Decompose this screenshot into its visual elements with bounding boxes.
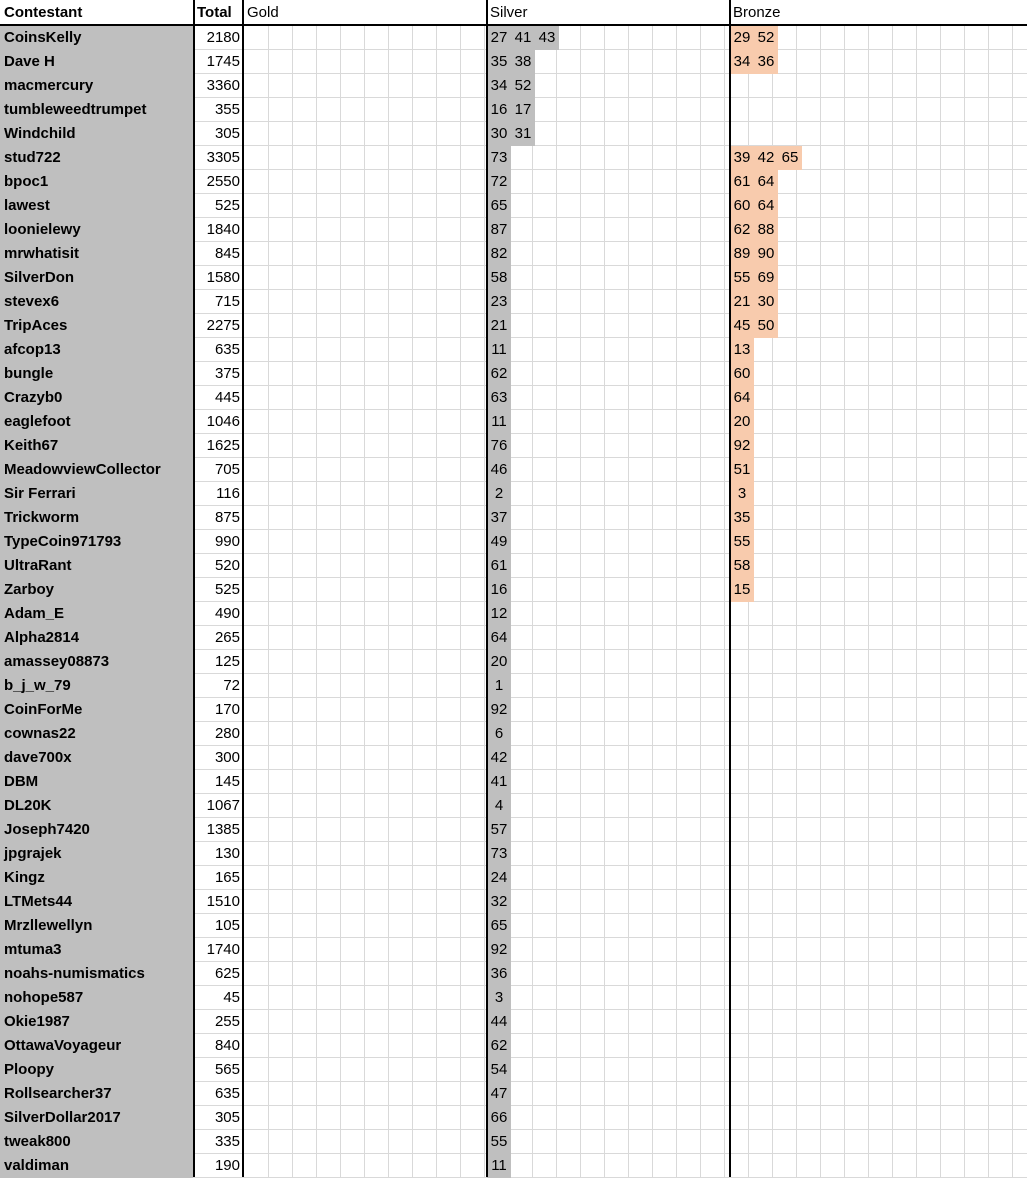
silver-cell[interactable]: 2: [487, 482, 511, 506]
total-cell[interactable]: 300: [214, 749, 240, 766]
contestant-name-cell[interactable]: Okie1987: [0, 1010, 193, 1034]
contestant-name-cell[interactable]: Adam_E: [0, 602, 193, 626]
column-divider: [242, 0, 244, 1177]
silver-cell[interactable]: 32: [487, 890, 511, 914]
contestant-name-cell[interactable]: jpgrajek: [0, 842, 193, 866]
silver-cell[interactable]: 23: [487, 290, 511, 314]
total-cell[interactable]: 1745: [206, 53, 240, 70]
contestant-name-cell[interactable]: SilverDollar2017: [0, 1106, 193, 1130]
total-cell[interactable]: 2275: [206, 317, 240, 334]
total-cell[interactable]: 1510: [206, 893, 240, 910]
total-cell[interactable]: 3360: [206, 77, 240, 94]
contestant-name-cell[interactable]: DL20K: [0, 794, 193, 818]
contestant-name-cell[interactable]: Kingz: [0, 866, 193, 890]
contestant-name-cell[interactable]: cownas22: [0, 722, 193, 746]
total-cell[interactable]: 1840: [206, 221, 240, 238]
total-cell[interactable]: 990: [214, 533, 240, 550]
silver-cell[interactable]: 54: [487, 1058, 511, 1082]
contestant-name-cell[interactable]: macmercury: [0, 74, 193, 98]
contestant-name-cell[interactable]: Windchild: [0, 122, 193, 146]
total-cell[interactable]: 170: [214, 701, 240, 718]
silver-cell[interactable]: 4: [487, 794, 511, 818]
total-cell[interactable]: 3305: [206, 149, 240, 166]
silver-cell[interactable]: 49: [487, 530, 511, 554]
total-cell[interactable]: 2550: [206, 173, 240, 190]
silver-cell[interactable]: 41: [487, 770, 511, 794]
contestant-name-cell[interactable]: MeadowviewCollector: [0, 458, 193, 482]
silver-cell[interactable]: 38: [511, 50, 535, 74]
contestant-name-cell[interactable]: loonielewy: [0, 218, 193, 242]
bronze-cell[interactable]: 58: [730, 554, 754, 578]
silver-cell[interactable]: 73: [487, 146, 511, 170]
bronze-cell[interactable]: 64: [730, 386, 754, 410]
silver-cell[interactable]: 46: [487, 458, 511, 482]
silver-cell[interactable]: 87: [487, 218, 511, 242]
silver-cell[interactable]: 57: [487, 818, 511, 842]
bronze-cell[interactable]: 21: [730, 290, 754, 314]
total-cell[interactable]: 255: [214, 1013, 240, 1030]
bronze-cell[interactable]: 92: [730, 434, 754, 458]
contestant-name-cell[interactable]: b_j_w_79: [0, 674, 193, 698]
silver-cell[interactable]: 11: [487, 1154, 511, 1178]
bronze-cell[interactable]: 88: [754, 218, 778, 242]
bronze-cell[interactable]: 52: [754, 26, 778, 50]
bronze-cell[interactable]: 60: [730, 194, 754, 218]
silver-cell[interactable]: 1: [487, 674, 511, 698]
total-cell[interactable]: 1067: [206, 797, 240, 814]
total-cell[interactable]: 635: [214, 1085, 240, 1102]
contestant-name-cell[interactable]: LTMets44: [0, 890, 193, 914]
total-cell[interactable]: 705: [214, 461, 240, 478]
silver-cell[interactable]: 37: [487, 506, 511, 530]
total-cell[interactable]: 715: [214, 293, 240, 310]
header-bronze[interactable]: Bronze: [733, 4, 781, 21]
silver-cell[interactable]: 66: [487, 1106, 511, 1130]
silver-cell[interactable]: 16: [487, 98, 511, 122]
bronze-cell[interactable]: 35: [730, 506, 754, 530]
bronze-cell[interactable]: 50: [754, 314, 778, 338]
contestant-name-cell[interactable]: Sir Ferrari: [0, 482, 193, 506]
silver-cell[interactable]: 42: [487, 746, 511, 770]
silver-cell[interactable]: 27: [487, 26, 511, 50]
header-divider: [0, 24, 1027, 26]
bronze-cell[interactable]: 62: [730, 218, 754, 242]
total-cell[interactable]: 525: [214, 197, 240, 214]
total-cell[interactable]: 635: [214, 341, 240, 358]
total-cell[interactable]: 190: [214, 1157, 240, 1174]
silver-cell[interactable]: 35: [487, 50, 511, 74]
silver-cell[interactable]: 62: [487, 1034, 511, 1058]
total-cell[interactable]: 105: [214, 917, 240, 934]
silver-cell[interactable]: 73: [487, 842, 511, 866]
silver-cell[interactable]: 58: [487, 266, 511, 290]
silver-cell[interactable]: 72: [487, 170, 511, 194]
total-cell[interactable]: 375: [214, 365, 240, 382]
total-cell[interactable]: 335: [214, 1133, 240, 1150]
bronze-cell[interactable]: 39: [730, 146, 754, 170]
total-cell[interactable]: 1046: [206, 413, 240, 430]
contestant-name-cell[interactable]: bungle: [0, 362, 193, 386]
silver-cell[interactable]: 41: [511, 26, 535, 50]
bronze-cell[interactable]: 36: [754, 50, 778, 74]
total-cell[interactable]: 840: [214, 1037, 240, 1054]
contestant-name-cell[interactable]: SilverDon: [0, 266, 193, 290]
silver-cell[interactable]: 47: [487, 1082, 511, 1106]
total-cell[interactable]: 625: [214, 965, 240, 982]
total-cell[interactable]: 490: [214, 605, 240, 622]
silver-cell[interactable]: 16: [487, 578, 511, 602]
silver-cell[interactable]: 20: [487, 650, 511, 674]
contestant-name-cell[interactable]: Dave H: [0, 50, 193, 74]
total-cell[interactable]: 1580: [206, 269, 240, 286]
contestant-name-cell[interactable]: lawest: [0, 194, 193, 218]
total-cell[interactable]: 145: [214, 773, 240, 790]
bronze-cell[interactable]: 89: [730, 242, 754, 266]
total-cell[interactable]: 520: [214, 557, 240, 574]
contestant-name-cell[interactable]: Joseph7420: [0, 818, 193, 842]
total-cell[interactable]: 2180: [206, 29, 240, 46]
total-cell[interactable]: 525: [214, 581, 240, 598]
silver-cell[interactable]: 65: [487, 194, 511, 218]
total-cell[interactable]: 125: [214, 653, 240, 670]
contestant-name-cell[interactable]: amassey08873: [0, 650, 193, 674]
total-cell[interactable]: 116: [216, 485, 240, 502]
contestant-name-cell[interactable]: tweak800: [0, 1130, 193, 1154]
total-cell[interactable]: 1625: [206, 437, 240, 454]
silver-cell[interactable]: 30: [487, 122, 511, 146]
bronze-cell[interactable]: 3: [730, 482, 754, 506]
bronze-cell[interactable]: 55: [730, 266, 754, 290]
bronze-cell[interactable]: 90: [754, 242, 778, 266]
bronze-cell[interactable]: 64: [754, 194, 778, 218]
contestant-name-cell[interactable]: valdiman: [0, 1154, 193, 1178]
total-cell[interactable]: 305: [214, 125, 240, 142]
bronze-cell[interactable]: 13: [730, 338, 754, 362]
silver-cell[interactable]: 3: [487, 986, 511, 1010]
silver-cell[interactable]: 44: [487, 1010, 511, 1034]
silver-cell[interactable]: 92: [487, 698, 511, 722]
silver-cell[interactable]: 52: [511, 74, 535, 98]
header-total[interactable]: Total: [197, 4, 232, 21]
contestant-name-cell[interactable]: dave700x: [0, 746, 193, 770]
contestant-name-cell[interactable]: TripAces: [0, 314, 193, 338]
contestant-name-cell[interactable]: mrwhatisit: [0, 242, 193, 266]
total-cell[interactable]: 305: [214, 1109, 240, 1126]
contestant-name-cell[interactable]: Crazyb0: [0, 386, 193, 410]
total-cell[interactable]: 845: [214, 245, 240, 262]
silver-cell[interactable]: 24: [487, 866, 511, 890]
bronze-cell[interactable]: 15: [730, 578, 754, 602]
column-divider: [193, 0, 195, 1177]
bronze-cell[interactable]: 60: [730, 362, 754, 386]
silver-cell[interactable]: 21: [487, 314, 511, 338]
contestant-name-cell[interactable]: stud722: [0, 146, 193, 170]
column-divider: [729, 0, 731, 1177]
bronze-cell[interactable]: 51: [730, 458, 754, 482]
silver-cell[interactable]: 11: [487, 410, 511, 434]
silver-cell[interactable]: 65: [487, 914, 511, 938]
contestant-name-cell[interactable]: CoinsKelly: [0, 26, 193, 50]
total-cell[interactable]: 265: [214, 629, 240, 646]
header-contestant[interactable]: Contestant: [4, 4, 83, 21]
silver-cell[interactable]: 61: [487, 554, 511, 578]
bronze-cell[interactable]: 45: [730, 314, 754, 338]
contestant-name-cell[interactable]: stevex6: [0, 290, 193, 314]
total-cell[interactable]: 130: [214, 845, 240, 862]
contestant-name-cell[interactable]: Trickworm: [0, 506, 193, 530]
contestant-name-cell[interactable]: nohope587: [0, 986, 193, 1010]
contestant-name-cell[interactable]: eaglefoot: [0, 410, 193, 434]
silver-cell[interactable]: 82: [487, 242, 511, 266]
header-gold[interactable]: Gold: [247, 4, 279, 21]
total-cell[interactable]: 45: [223, 989, 240, 1006]
bronze-cell[interactable]: 69: [754, 266, 778, 290]
header-silver[interactable]: Silver: [490, 4, 528, 21]
contestant-name-cell[interactable]: tumbleweedtrumpet: [0, 98, 193, 122]
contestant-name-cell[interactable]: Mrzllewellyn: [0, 914, 193, 938]
contestant-name-cell[interactable]: noahs-numismatics: [0, 962, 193, 986]
bronze-cell[interactable]: 65: [778, 146, 802, 170]
total-cell[interactable]: 445: [214, 389, 240, 406]
contestant-name-cell[interactable]: bpoc1: [0, 170, 193, 194]
contestant-name-cell[interactable]: Ploopy: [0, 1058, 193, 1082]
contestant-name-cell[interactable]: DBM: [0, 770, 193, 794]
silver-cell[interactable]: 6: [487, 722, 511, 746]
silver-cell[interactable]: 34: [487, 74, 511, 98]
silver-cell[interactable]: 43: [535, 26, 559, 50]
contestant-name-cell[interactable]: OttawaVoyageur: [0, 1034, 193, 1058]
bronze-cell[interactable]: 42: [754, 146, 778, 170]
bronze-cell[interactable]: 29: [730, 26, 754, 50]
bronze-cell[interactable]: 61: [730, 170, 754, 194]
contestant-name-cell[interactable]: Keith67: [0, 434, 193, 458]
total-cell[interactable]: 565: [214, 1061, 240, 1078]
contestant-name-cell[interactable]: Alpha2814: [0, 626, 193, 650]
bronze-cell[interactable]: 30: [754, 290, 778, 314]
silver-cell[interactable]: 12: [487, 602, 511, 626]
bronze-cell[interactable]: 34: [730, 50, 754, 74]
silver-cell[interactable]: 55: [487, 1130, 511, 1154]
silver-cell[interactable]: 92: [487, 938, 511, 962]
contestant-name-cell[interactable]: mtuma3: [0, 938, 193, 962]
silver-cell[interactable]: 36: [487, 962, 511, 986]
total-cell[interactable]: 1385: [206, 821, 240, 838]
bronze-cell[interactable]: 64: [754, 170, 778, 194]
silver-cell[interactable]: 64: [487, 626, 511, 650]
total-cell[interactable]: 72: [223, 677, 240, 694]
bronze-cell[interactable]: 20: [730, 410, 754, 434]
contestant-name-cell[interactable]: CoinForMe: [0, 698, 193, 722]
contestant-name-cell[interactable]: Rollsearcher37: [0, 1082, 193, 1106]
contestant-name-cell[interactable]: afcop13: [0, 338, 193, 362]
total-cell[interactable]: 875: [214, 509, 240, 526]
total-cell[interactable]: 355: [214, 101, 240, 118]
silver-cell[interactable]: 17: [511, 98, 535, 122]
total-cell[interactable]: 280: [214, 725, 240, 742]
silver-cell[interactable]: 62: [487, 362, 511, 386]
silver-cell[interactable]: 11: [487, 338, 511, 362]
contestant-name-cell[interactable]: Zarboy: [0, 578, 193, 602]
silver-cell[interactable]: 63: [487, 386, 511, 410]
contestant-name-cell[interactable]: TypeCoin971793: [0, 530, 193, 554]
silver-cell[interactable]: 31: [511, 122, 535, 146]
contestant-name-cell[interactable]: UltraRant: [0, 554, 193, 578]
bronze-cell[interactable]: 55: [730, 530, 754, 554]
total-cell[interactable]: 1740: [206, 941, 240, 958]
column-divider: [486, 0, 488, 1177]
silver-cell[interactable]: 76: [487, 434, 511, 458]
total-cell[interactable]: 165: [214, 869, 240, 886]
